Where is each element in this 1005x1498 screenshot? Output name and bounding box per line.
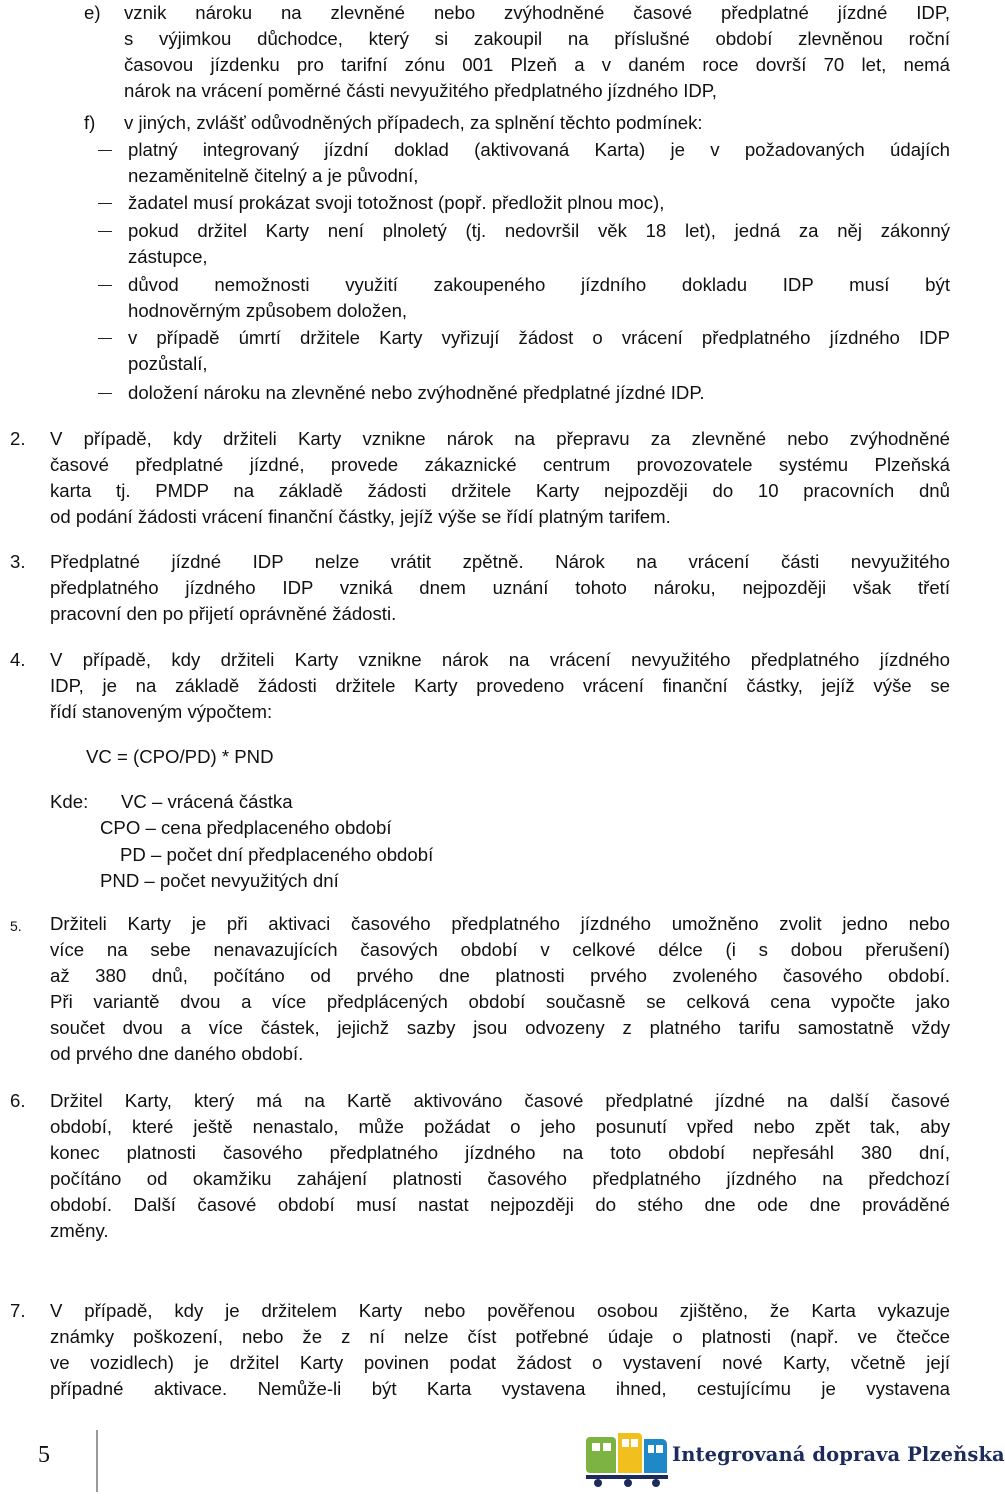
para-2-line: karta tj. PMDP na základě žádosti držitele Karty nejpozději do 10 pracovních dnů: [50, 480, 950, 501]
bullet-line: nezaměnitelně čitelný a je původní,: [128, 165, 419, 186]
para-6-line: počítáno od okamžiku zahájení platnosti časového předplatného jízdného na předchozí: [50, 1168, 950, 1189]
para-4-line: V případě, kdy držiteli Karty vznikne nárok na vrácení nevyužitého předplatného jízdného: [50, 649, 950, 670]
para-5-number: 5.: [10, 918, 22, 934]
dash-bullet: [98, 285, 112, 286]
para-7-line: ve vozidlech) je držitel Karty povinen podat žádost o vystavení nové Karty, včetně její: [50, 1352, 950, 1373]
item-e-line: s výjimkou důchodce, který si zakoupil na příslušné období zlevněnou roční: [124, 28, 950, 49]
bullet-line: v případě úmrtí držitele Karty vyřizují žádost o vrácení předplatného jízdného IDP: [128, 327, 950, 348]
para-5-line: Při variantě dvou a více předplácených období současně se celková cena vypočte jako: [50, 991, 950, 1012]
para-3-number: 3.: [10, 551, 26, 572]
bullet-line: zástupce,: [128, 246, 208, 267]
para-2-line: od podání žádosti vrácení finanční částky, jejíž výše se řídí platným tarifem.: [50, 506, 671, 527]
bullet-line: platný integrovaný jízdní doklad (aktivovaná Karta) je v požadovaných údajích: [128, 139, 950, 160]
where-label: Kde:: [50, 791, 89, 812]
definition-cpo: CPO – cena předplaceného období: [100, 817, 392, 838]
definition-vc: VC – vrácená částka: [121, 791, 293, 812]
item-f-label: f): [84, 112, 96, 133]
item-e-line: vznik nároku na zlevněné nebo zvýhodněné časové předplatné jízdné IDP,: [124, 2, 950, 23]
definition-pd: PD – počet dní předplaceného období: [120, 844, 434, 865]
item-f-intro: v jiných, zvlášť odůvodněných případech, za splnění těchto podmínek:: [124, 112, 703, 133]
dash-bullet: [98, 203, 112, 204]
para-6-line: Držitel Karty, který má na Kartě aktivováno časové předplatné jízdné na další časové: [50, 1090, 950, 1111]
item-e-label: e): [84, 2, 101, 23]
para-3-line: předplatného jízdného IDP vzniká dnem uznání tohoto nároku, nejpozději však třetí: [50, 577, 950, 598]
dash-bullet: [98, 150, 112, 151]
para-5-line: až 380 dnů, počítáno od prvého dne platnosti prvého zvoleného časového období.: [50, 965, 950, 986]
para-7-line: známky poškození, nebo že z ní nelze číst potřebné údaje o platnosti (např. ve čtečce: [50, 1326, 950, 1347]
para-7-number: 7.: [10, 1300, 26, 1321]
logo-text: Integrovaná doprava Plzeňska: [672, 1443, 1005, 1466]
dash-bullet: [98, 231, 112, 232]
para-6-line: změny.: [50, 1220, 109, 1241]
para-5-line: Držiteli Karty je při aktivaci časového předplatného jízdného umožněno zvolit jedno nebo: [50, 913, 950, 934]
para-6-line: období, které ještě nenastalo, může požádat o jeho posunutí vpřed nebo zpět tak, aby: [50, 1116, 950, 1137]
bullet-line: pozůstalí,: [128, 353, 208, 374]
definition-pnd: PND – počet nevyužitých dní: [100, 870, 339, 891]
para-2-line: časové předplatné jízdné, provede zákaznické centrum provozovatele systému Plzeňská: [50, 454, 950, 475]
bullet-line: hodnověrným způsobem doložen,: [128, 300, 408, 321]
bullet-line: doložení nároku na zlevněné nebo zvýhodněné předplatné jízdné IDP.: [128, 382, 705, 403]
para-5-line: více na sebe nenavazujících časových období v celkové délce (i s dobou přerušení): [50, 939, 950, 960]
para-6-line: období. Další časové období musí nastat nejpozději do stého dne ode dne prováděné: [50, 1194, 950, 1215]
para-5-line: součet dvou a více částek, jejichž sazby jsou odvozeny z platného tarifu samostatně vždy: [50, 1017, 950, 1038]
para-4-line: IDP, je na základě žádosti držitele Karty provedeno vrácení finanční částky, jejíž výše se: [50, 675, 950, 696]
formula: VC = (CPO/PD) * PND: [86, 746, 274, 767]
dash-bullet: [98, 393, 112, 394]
item-e-line: nárok na vrácení poměrné části nevyužitého předplatného jízdného IDP,: [124, 80, 717, 101]
para-7-line: případné aktivace. Nemůže-li být Karta vystavena ihned, cestujícímu je vystavena: [50, 1378, 950, 1399]
para-5-line: od prvého dne daného období.: [50, 1043, 304, 1064]
dash-bullet: [98, 338, 112, 339]
idp-logo-icon: [584, 1427, 670, 1493]
page-number: 5: [38, 1442, 50, 1468]
para-2-line: V případě, kdy držiteli Karty vznikne nárok na přepravu za zlevněné nebo zvýhodněné: [50, 428, 950, 449]
para-3-line: pracovní den po přijetí oprávněné žádosti.: [50, 603, 397, 624]
para-6-line: konec platnosti časového předplatného jízdného na toto období nepřesáhl 380 dní,: [50, 1142, 950, 1163]
bullet-line: pokud držitel Karty není plnoletý (tj. nedovršil věk 18 let), jedná za něj zákonný: [128, 220, 950, 241]
para-4-line: řídí stanoveným výpočtem:: [50, 701, 273, 722]
para-2-number: 2.: [10, 428, 26, 449]
bullet-line: důvod nemožnosti využití zakoupeného jízdního dokladu IDP musí být: [128, 274, 950, 295]
item-e-line: časovou jízdenku pro tarifní zónu 001 Plzeň a v daném roce dovrší 70 let, nemá: [124, 54, 950, 75]
para-3-line: Předplatné jízdné IDP nelze vrátit zpětně. Nárok na vrácení části nevyužitého: [50, 551, 950, 572]
para-4-number: 4.: [10, 649, 26, 670]
bullet-line: žadatel musí prokázat svoji totožnost (popř. předložit plnou moc),: [128, 192, 665, 213]
para-7-line: V případě, kdy je držitelem Karty nebo pověřenou osobou zjištěno, že Karta vykazuje: [50, 1300, 950, 1321]
para-6-number: 6.: [10, 1090, 26, 1111]
footer-divider: [96, 1430, 98, 1492]
idp-logo: [584, 1427, 1005, 1493]
